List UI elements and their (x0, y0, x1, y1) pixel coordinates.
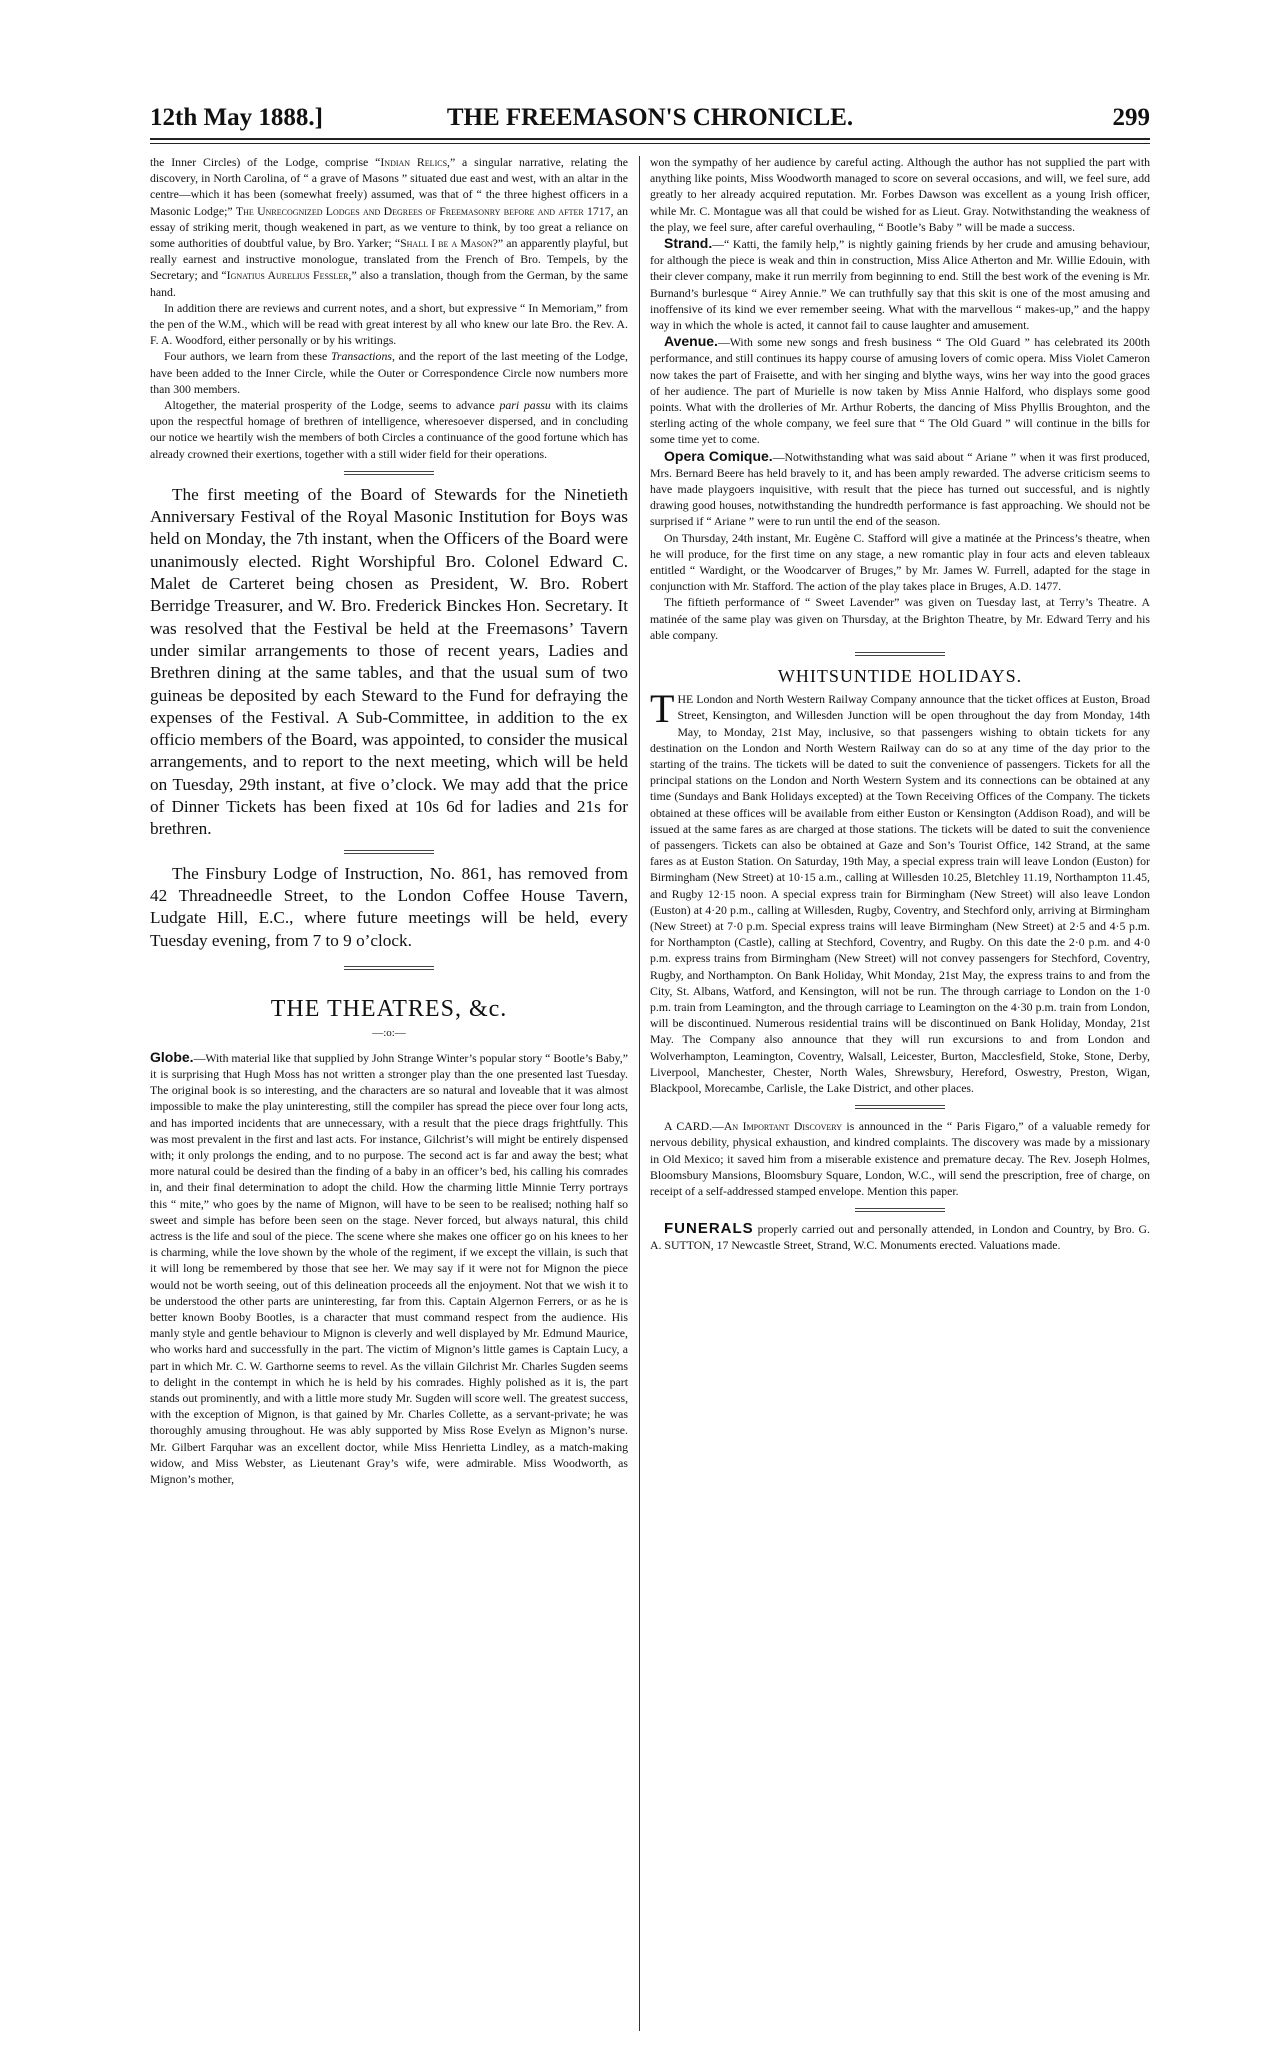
section-separator (855, 652, 945, 656)
section-separator (344, 850, 434, 854)
sweet-lavender-notice: The fiftieth performance of “ Sweet Lavender” was given on Tuesday last, at Terry’s Theatre. A matinée of the same play was given on Thursday, at the Brighton Theatre, by Mr. Edward Terry and his able company. (650, 595, 1150, 642)
review-paragraph-memoriam: In addition there are reviews and current notes, and a short, but expressive “ In Memoriam,” from the pen of the W.M., which will be read with great interest by all who knew our late Bro. the Rev. A. F. A. Woodford, either personally or by his writings. (150, 300, 628, 348)
section-separator (855, 1208, 945, 1212)
section-separator (344, 966, 434, 970)
column-divider (639, 156, 640, 2031)
review-paragraph-contents: the Inner Circles) of the Lodge, comprise “Indian Relics,” a singular narrative, relating the discovery, in North Carolina, of “ a grave of Masons ” situated due east and west, with an altar in the centre—which it has been (somewhat freely) assumed, was that of “ the three highest officers in a Masonic Lodge;” The Unrecognized Lodges and Degrees of Freemasonry before and after 1717, an essay of striking merit, though weakened in part, as we venture to think, by too great a reliance on some authorities of doubtful value, by Bro. Yarker; “Shall I be a Mason?” an apparently playful, but really earnest and instructive monologue, translated from the French of Bro. Tempels, by the Secretary; and “Ignatius Aurelius Fessler,” also a translation, though from the German, by the same hand. (150, 155, 628, 299)
section-separator (344, 471, 434, 475)
drop-cap: T (650, 686, 675, 732)
theatre-reviews-continued (650, 154, 1150, 643)
page-number: 299 (1112, 104, 1150, 131)
theatres-heading: THE THEATRES, &c. (270, 995, 508, 1022)
strand-review: Strand.—“ Katti, the family help,” is nightly gaining friends by her crude and amusing behaviour, for although the piece is weak and thin in construction, Miss Alice Atherton and Mr. Willie Edouin, with their clever company, make it run merrily from beginning to end. Still the best work of the evening is Mr. Burnand’s burlesque “ Airey Annie.” We can truthfully say that this skit is one of the most amusing and inoffensive of its kind we ever remember seeing. What with the marvellous “ makes-up,” and the happy way in which the whole is acted, it cannot fail to cause laughter and amusement. (650, 235, 1150, 333)
board-of-stewards-notice: The first meeting of the Board of Stewards for the Ninetieth Anniversary Festival of the Royal Masonic Institution for Boys was held on Monday, the 7th instant, when the Officers of the Board were unanimously elected. Right Worshipful Bro. Colonel Edward C. Malet de Carteret being chosen as President, W. Bro. Robert Berridge Treasurer, and W. Bro. Frederick Binckes Hon. Secretary. It was resolved that the Festival be held at the Freemasons’ Tavern under similar arrangements to those of recent years, Ladies and Brethren dining at the same tables, and that the usual sum of two guineas be deposited by each Steward to the Fund for defraying the expenses of the Festival. A Sub-Committee, in addition to the ex officio members of the Board, was appointed, to consider the musical arrangements, and to report to the next meeting, which will be held on Tuesday, 29th instant, at five o’clock. We may add that the price of Dinner Tickets has been fixed at 10s 6d for ladies and 21s for brethren. (150, 484, 628, 839)
heading-ornament: —:o:— (372, 1026, 406, 1039)
right-column (650, 154, 1150, 2034)
stafford-matinee-notice: On Thursday, 24th instant, Mr. Eugène C. Stafford will give a matinée at the Princess’s theatre, when he will produce, for the first time on any stage, a new romantic play in four acts and eleven tableaux entitled “ Wardight, or the Woodcarver of Bruges,” by Mr. James W. Furrell, adapted for the stage in conjunction with Mr. Stafford. The action of the play takes place in Bruges, A.D. 1477. (650, 530, 1150, 594)
avenue-review: Avenue.—With some new songs and fresh business “ The Old Guard ” has celebrated its 200th performance, and still continues its happy course of amusing lovers of comic opera. Miss Violet Cameron now takes the part of Fraisette, and with her singing and blythe ways, wins her way into the good graces of her audience. The part of Murielle is now taken by Miss Annie Halford, who displays some good points. What with the drolleries of Mr. Arthur Roberts, the dancing of Miss Phyllis Broughton, and the sterling acting of the whole company, we feel sure that “ The Old Guard ” will continue in the bills for some time yet to come. (650, 333, 1150, 447)
funerals-head: FUNERALS (664, 1220, 754, 1238)
review-paragraph-authors: Four authors, we learn from these Transactions, and the report of the last meeting of the Lodge, have been added to the Inner Circle, while the Outer or Correspondence Circle now numbers more than 300 members. (150, 349, 628, 396)
whitsuntide-notice: THE London and North Western Railway Company announce that the ticket offices at Euston, Broad Street, Kensington, and Willesden Junction will be open throughout the day from Monday, 14th May, to Monday, 21st May, inclusive, so that passengers wishing to obtain tickets for any destination on the London and North Western Railway can do so at any time of the day prior to the starting of the trains. The tickets will be dated to suit the convenience of passengers. Tickets for all the principal stations on the London and North Western System and its connections can be obtained at any time (Sundays and Bank Holidays excepted) at the Town Receiving Offices of the Company. The tickets obtained at these offices will be available from either Euston or Kensington (Addison Road), and will be issued at the same fares as are charged at those stations. The tickets will be dated to suit the convenience of passengers. Tickets can also be obtained at Gaze and Son’s Tourist Office, 142 Strand, at the same fares as at Euston Station. On Saturday, 19th May, a special express train will leave London (Euston) for Birmingham (New Street) at 10·15 a.m., calling at Willesden 10.25, Bletchley 11.19, Northampton 11.45, and Rugby 12·15 noon. A special express train for Birmingham (New Street) will also leave London (Euston) at 4·20 p.m., calling at Willesden, Rugby, Coventry, and Stechford only, arriving at Birmingham (New Street) at 7·0 p.m. Special express trains will leave Birmingham (New Street) at 2·5 and 4·5 p.m. for Northampton (Castle), calling at Stechford, Coventry, and Rugby. On this date the 2·0 p.m. and 4·0 p.m. express trains from Birmingham (New Street) will not convey passengers for Stechford, Coventry, Rugby, and Northampton. On Bank Holiday, Whit Monday, 21st May, the express trains to and from the City, St. Albans, Watford, and Kensington, will not be run. The through carriage to London on the 1·0 p.m. train from Leamington, and the through carriage to Leamington on the 4·30 p.m. train from London, will be discontinued. Numerous residential trains will be discontinued on Bank Holiday, Monday, 21st May. The Company also announce that they will run excursions to and from London and Wolverhampton, Leamington, Coventry, Walsall, Leicester, Burton, Macclesfield, Stoke, Stone, Derby, Liverpool, Manchester, Chester, North Wales, Shrewsbury, Hereford, Oswestry, Preston, Wigan, Blackpool, Morecambe, Carlisle, the Lake District, and other places. (650, 686, 1150, 1095)
finsbury-lodge-notice: The Finsbury Lodge of Instruction, No. 861, has removed from 42 Threadneedle Street, to the London Coffee House Tavern, Ludgate Hill, E.C., where future meetings will be held, every Tuesday evening, from 7 to 9 o’clock. (150, 863, 628, 950)
card-advertisement: A CARD.—An Important Discovery is announced in the “ Paris Figaro,” of a valuable remedy for nervous debility, physical exhaustion, and kindred complaints. The discovery was made by a missionary in Old Mexico; it saved him from a miserable existence and premature decay. The Rev. Joseph Holmes, Bloomsbury Mansions, Bloomsbury Square, London, W.C., will send the prescription, free of charge, on receipt of a self-addressed stamped envelope. Mention this paper. (650, 1119, 1150, 1198)
lodge-transactions-review (150, 154, 628, 462)
globe-review-continued: won the sympathy of her audience by careful acting. Although the author has not supplied the part with anything like points, Miss Woodworth managed to score on several occasions, and will, we feel sure, add greatly to her already acquired reputation. Mr. Forbes Dawson was excellent as a young Irish officer, while Mr. C. Montague was all that could be wished for as Lieut. Gray. Notwithstanding the weakness of the play, we feel sure, after careful overhauling, “ Bootle’s Baby ” will be made a success. (650, 155, 1150, 234)
publication-title: THE FREEMASON'S CHRONICLE. (446, 104, 854, 131)
funerals-advertisement: FUNERALS properly carried out and personally attended, in London and Country, by Bro. G. A. SUTTON, 17 Newcastle Street, Strand, W.C. Monuments erected. Valuations made. (650, 1220, 1150, 1253)
left-column (150, 154, 628, 2034)
globe-review: Globe.—With material like that supplied by John Strange Winter’s popular story “ Bootle’s Baby,” it is surprising that Hugh Moss has not written a stronger play than the one presented last Tuesday. The original book is so interesting, and the characters are so natural and loveable that it was almost impossible to make the play uninteresting, still the compiler has spread the piece over four long acts, and has imported incidents that are unnecessary, with a result that the piece drags frightfully. This was most prevalent in the first and last acts. For instance, Gilchrist’s will might be entirely dispensed with; it only prolongs the ending, and to no purpose. The second act is far and away the best; what more natural could be desired than the finding of a baby in an officer’s bed, his calling his comrades in, and their final determination to adopt the child. How the charming little Minnie Terry portrays this “ mite,” who goes by the name of Mignon, will have to be seen to be realised; nothing half so sweet and simple has before been seen on the stage. Never forced, but always natural, this child actress is the life and soul of the piece. The scene where she makes one officer go on his knees to her is charming, while the love shown by the whole of the regiment, if we except the villain, is such that it will long be remembered by those that see her. We may say if it were not for Mignon the piece would not be worth seeing, out of this delineation proceeds all the enjoyment. Not that we wish it to be understood the other parts are uninteresting, far from this. Captain Algernon Ferrers, or as he is better known Booby Bootles, is a character that must command respect from the audience. His manly style and gentle behaviour to Mignon is cleverly and well displayed by Mr. Edmund Maurice, who works hard and successfully in the part. The victim of Mignon’s little games is Captain Lucy, a part in which Mr. C. W. Garthorne seems to revel. As the villain Gilchrist Mr. Charles Sugden seems to delight in the contempt in which he is held by his comrades. Highly polished as it is, the part stands out prominently, and with a little more study Mr. Sugden will score well. The greatest success, with the exception of Mignon, is that gained by Mr. Charles Collette, as a servant-private; he was thoroughly amusing throughout. He was ably supported by Miss Rose Evelyn as Mignon’s nurse. Mr. Gilbert Farquhar was an excellent doctor, while Miss Henrietta Lindley, as a match-making widow, and Miss Webster, as Lieutenant Gray’s wife, were admirable. Miss Woodworth, as Mignon’s mother, (150, 1048, 628, 1487)
issue-date: 12th May 1888.] (150, 104, 323, 131)
review-paragraph-prosperity: Altogether, the material prosperity of the Lodge, seems to advance pari passu with its claims upon the respectful homage of brethren of intelligence, wheresoever dispersed, and in concluding our notice we heartily wish the members of both Circles a continuance of the good fortune which has already crowned their exertions, together with a still wider field for their operations. (150, 398, 628, 461)
page-header (150, 104, 1150, 140)
globe-run-in-head: Globe. (150, 1048, 194, 1065)
section-separator (855, 1105, 945, 1109)
opera-comique-review: Opera Comique.—Notwithstanding what was said about “ Ariane ” when it was first produced, Mrs. Bernard Beere has held bravely to it, and has been amply rewarded. The adverse criticism seems to have made playgoers inquisitive, with result that the piece has turned out successful, and is nightly drawing good houses, notwithstanding the hundredth performance is fast approaching. We should not be surprised if “ Ariane ” were to run until the end of the season. (650, 447, 1150, 529)
header-rule-thin (150, 143, 1150, 144)
whitsuntide-heading: WHITSUNTIDE HOLIDAYS. (777, 666, 1023, 687)
header-rule-thick (150, 138, 1150, 140)
